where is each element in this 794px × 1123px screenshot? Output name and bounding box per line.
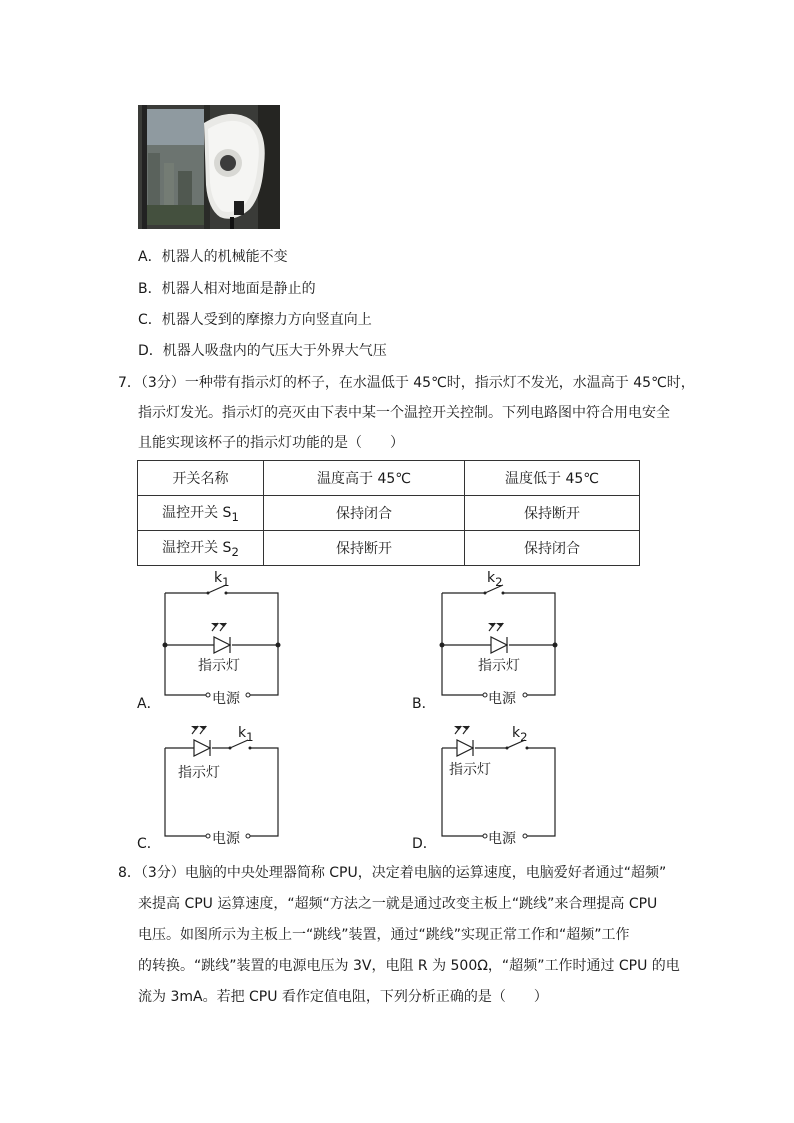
source-label-d: 电源 bbox=[488, 831, 516, 847]
source-label-c: 电源 bbox=[212, 831, 240, 847]
option-d[interactable]: D．机器人吸盘内的气压大于外界大气压 bbox=[138, 343, 387, 359]
table-header-cell: 开关名称 bbox=[138, 461, 264, 496]
switch-label-d: $k_2$ bbox=[512, 725, 528, 744]
lamp-label-d: 指示灯 bbox=[449, 762, 491, 778]
table-cell: 温控开关 $S_2$ bbox=[138, 531, 264, 566]
q8-line-5: 流为 3mA。若把 CPU 看作定值电阻，下列分析正确的是（ ） bbox=[138, 989, 548, 1005]
q7-line-3: 且能实现该杯子的指示灯功能的是（ ） bbox=[138, 435, 404, 451]
lamp-label-c: 指示灯 bbox=[178, 765, 220, 781]
option-d-letter[interactable]: D． bbox=[412, 836, 437, 852]
lamp-label-a: 指示灯 bbox=[198, 658, 240, 674]
circuit-b bbox=[427, 568, 567, 708]
option-b-letter[interactable]: B． bbox=[412, 696, 436, 712]
table-cell: 保持闭合 bbox=[465, 531, 640, 566]
switch-label-c: $k_1$ bbox=[238, 725, 254, 744]
q8-line-2: 来提高 CPU 运算速度，“超频“方法之一就是通过改变主板上“跳线”来合理提高 CPU bbox=[138, 896, 658, 912]
table-header-cell: 温度高于 45℃ bbox=[264, 461, 465, 496]
table-header-row bbox=[138, 461, 640, 496]
window-robot-photo bbox=[138, 105, 280, 229]
table-row bbox=[138, 531, 640, 566]
q7-line-1: 7．（3分）一种带有指示灯的杯子，在水温低于 45℃时，指示灯不发光，水温高于 45℃时， bbox=[118, 375, 695, 391]
switch-label-b: $k_2$ bbox=[487, 570, 503, 589]
lamp-label-b: 指示灯 bbox=[478, 658, 520, 674]
q7-line-2: 指示灯发光。指示灯的亮灭由下表中某一个温控开关控制。下列电路图中符合用电安全 bbox=[138, 405, 670, 421]
table-row bbox=[138, 496, 640, 531]
table-cell: 温控开关 $S_1$ bbox=[138, 496, 264, 531]
switch-table bbox=[137, 460, 640, 566]
option-b[interactable]: B．机器人相对地面是静止的 bbox=[138, 281, 316, 297]
option-c-letter[interactable]: C． bbox=[137, 836, 161, 852]
option-c[interactable]: C．机器人受到的摩擦力方向竖直向上 bbox=[138, 312, 372, 328]
table-header-cell: 温度低于 45℃ bbox=[465, 461, 640, 496]
switch-label-a: $k_1$ bbox=[214, 570, 230, 589]
circuit-a bbox=[150, 568, 290, 708]
q8-line-1: 8．（3分）电脑的中央处理器简称 CPU，决定着电脑的运算速度，电脑爱好者通过“超频” bbox=[118, 865, 667, 881]
source-label-b: 电源 bbox=[488, 691, 516, 707]
option-a[interactable]: A．机器人的机械能不变 bbox=[138, 249, 288, 265]
table-cell: 保持断开 bbox=[264, 531, 465, 566]
q8-line-3: 电压。如图所示为主板上一“跳线”装置，通过“跳线”实现正常工作和“超频”工作 bbox=[138, 927, 630, 943]
table-cell: 保持闭合 bbox=[264, 496, 465, 531]
source-label-a: 电源 bbox=[212, 691, 240, 707]
option-a-letter[interactable]: A． bbox=[137, 696, 161, 712]
q8-line-4: 的转换。“跳线”装置的电源电压为 3V，电阻 R 为 500Ω，“超频”工作时通过 CPU 的电 bbox=[138, 958, 680, 974]
table-cell: 保持断开 bbox=[465, 496, 640, 531]
